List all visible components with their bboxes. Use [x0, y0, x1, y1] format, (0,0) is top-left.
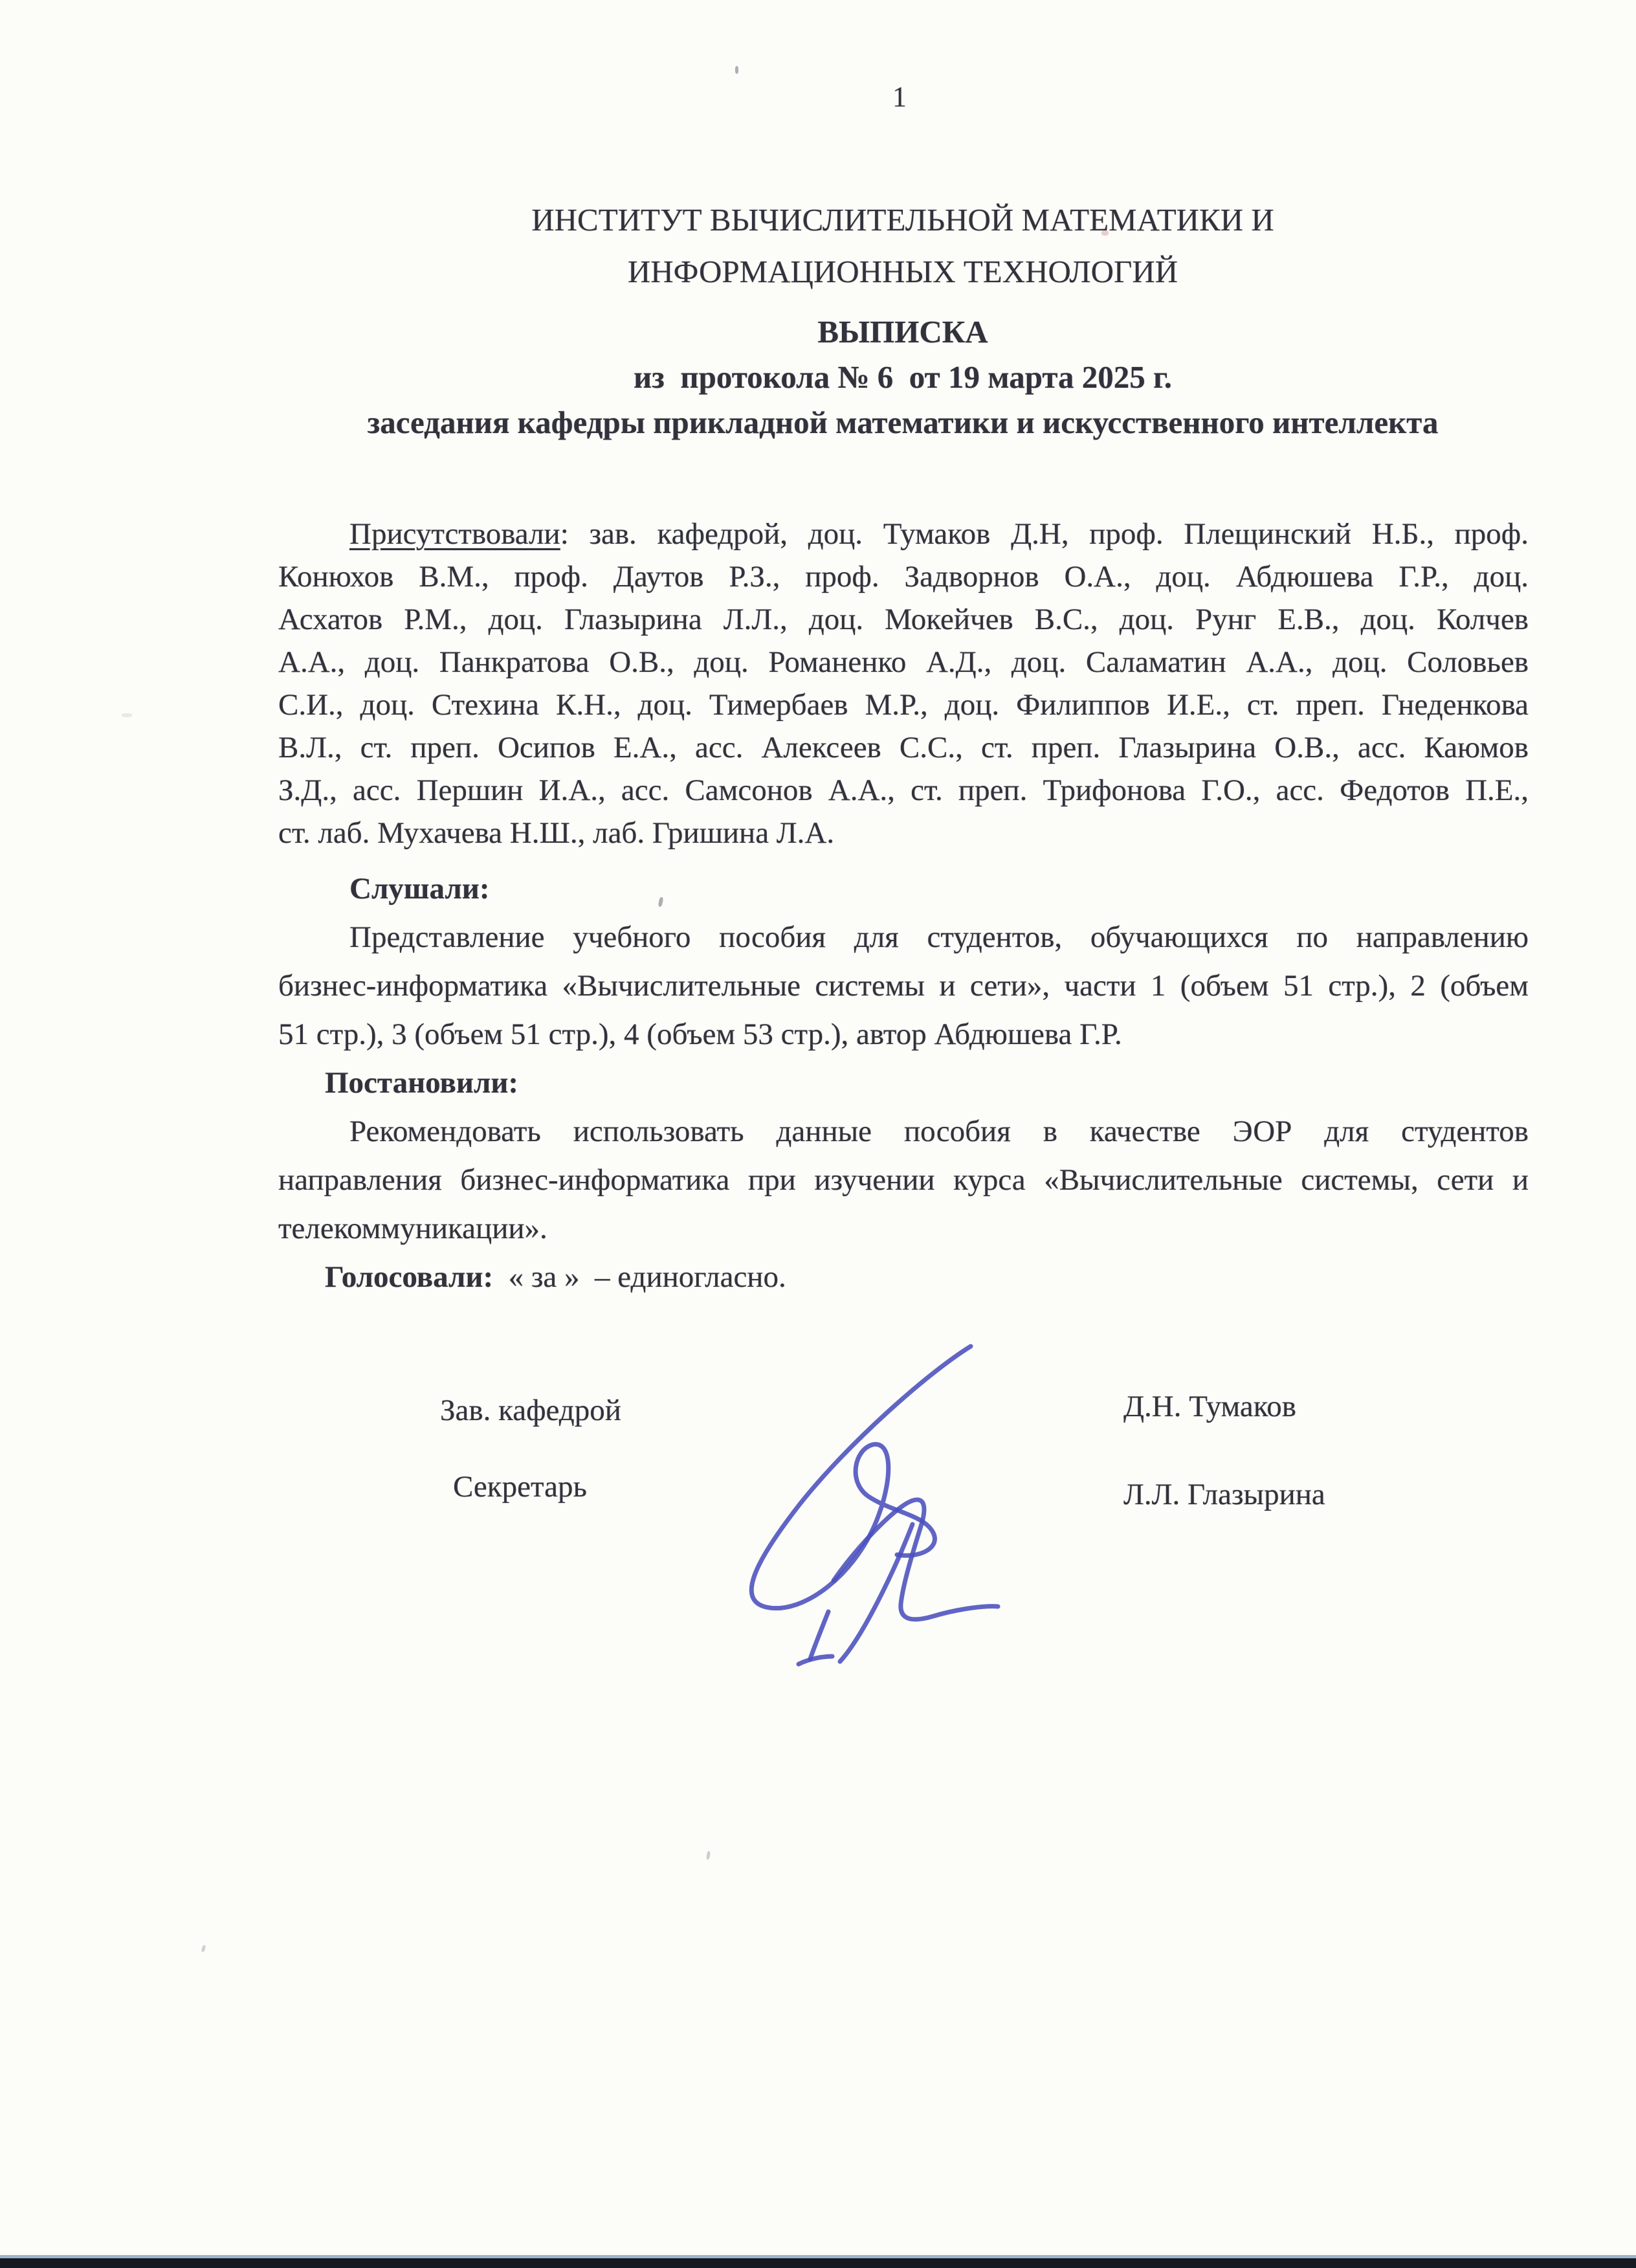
meeting-line: заседания кафедры прикладной математики и искусственного интеллекта	[367, 405, 1439, 440]
attendees-line: Конюхов В.М., проф. Даутов Р.З., проф. Задворнов О.А., доц. Абдюшева Г.Р., доц.	[278, 560, 1529, 594]
heard-label: Слушали:	[349, 872, 490, 906]
handwritten-signatures	[634, 1301, 1100, 1676]
resolved-label: Постановили:	[325, 1066, 519, 1100]
signature-head-stroke	[751, 1346, 971, 1608]
resolved-line: направления бизнес-информатика при изучении курса «Вычислительные системы, сети и	[278, 1163, 1529, 1197]
scan-speck	[735, 66, 738, 74]
document-title: ВЫПИСКА	[817, 314, 988, 350]
scan-speck	[201, 1944, 206, 1952]
attendees-line1-rest: : зав. кафедрой, доц. Тумаков Д.Н, проф. Плещинский Н.Б., проф.	[560, 517, 1529, 551]
scan-speck	[122, 713, 132, 717]
protocol-line: из протокола № 6 от 19 марта 2025 г.	[633, 359, 1173, 395]
institute-name-line2: ИНФОРМАЦИОННЫХ ТЕХНОЛОГИЙ	[627, 254, 1178, 289]
scan-edge-dark-strip	[0, 2258, 1636, 2268]
voted-label: Голосовали:	[325, 1260, 494, 1294]
minutes-body	[278, 865, 1529, 1302]
institute-name	[278, 194, 1527, 298]
attendees-line: В.Л., ст. преп. Осипов Е.А., асс. Алексеев С.С., ст. преп. Глазырина О.В., асс. Каюмов	[278, 731, 1529, 764]
scan-speck	[1101, 230, 1109, 236]
attendees-line: Асхатов Р.М., доц. Глазырина Л.Л., доц. Мокейчев В.С., доц. Рунг Е.В., доц. Колчев	[278, 603, 1529, 636]
attendees-line: ст. лаб. Мухачева Н.Ш., лаб. Гришина Л.А.	[278, 816, 835, 850]
voted-result: « за » – единогласно.	[493, 1260, 786, 1294]
signature-secretary-tail	[810, 1612, 828, 1659]
voted-line	[278, 1253, 1529, 1302]
institute-name-line1: ИНСТИТУТ ВЫЧИСЛИТЕЛЬНОЙ МАТЕМАТИКИ И	[531, 202, 1274, 238]
attendees-line: З.Д., асс. Першин И.А., асс. Самсонов А.А., ст. преп. Трифонова Г.О., асс. Федотов П.Е.,	[278, 773, 1529, 807]
heard-line: бизнес-информатика «Вычислительные системы и сети», части 1 (объем 51 стр.), 2 (объем	[278, 969, 1529, 1003]
signature-name-head: Д.Н. Тумаков	[1123, 1390, 1296, 1423]
attendees-line	[278, 513, 1529, 555]
signature-role-secretary: Секретарь	[453, 1470, 587, 1504]
signature-role-head: Зав. кафедрой	[440, 1394, 621, 1427]
scan-speck	[706, 1851, 711, 1860]
attendees-paragraph	[278, 513, 1529, 854]
attendees-line: С.И., доц. Стехина К.Н., доц. Тимербаев М.Р., доц. Филиппов И.Е., ст. преп. Гнеденкова	[278, 688, 1529, 722]
document-title-block	[278, 309, 1527, 445]
attendees-line: А.А., доц. Панкратова О.В., доц. Романенко А.Д., доц. Саламатин А.А., доц. Соловьев	[278, 645, 1529, 679]
resolved-line: телекоммуникации».	[278, 1212, 547, 1245]
attendees-label: Присутствовали	[349, 517, 560, 551]
signature-secretary-dash	[799, 1656, 832, 1664]
heard-line: Представление учебного пособия для студентов, обучающихся по направлению	[349, 920, 1529, 954]
page-number: 1	[892, 81, 907, 113]
resolved-line: Рекомендовать использовать данные пособия в качестве ЭОР для студентов	[349, 1115, 1529, 1148]
signature-name-secretary: Л.Л. Глазырина	[1123, 1478, 1325, 1511]
heard-line: 51 стр.), 3 (объем 51 стр.), 4 (объем 53 стр.), автор Абдюшева Г.Р.	[278, 1017, 1122, 1051]
